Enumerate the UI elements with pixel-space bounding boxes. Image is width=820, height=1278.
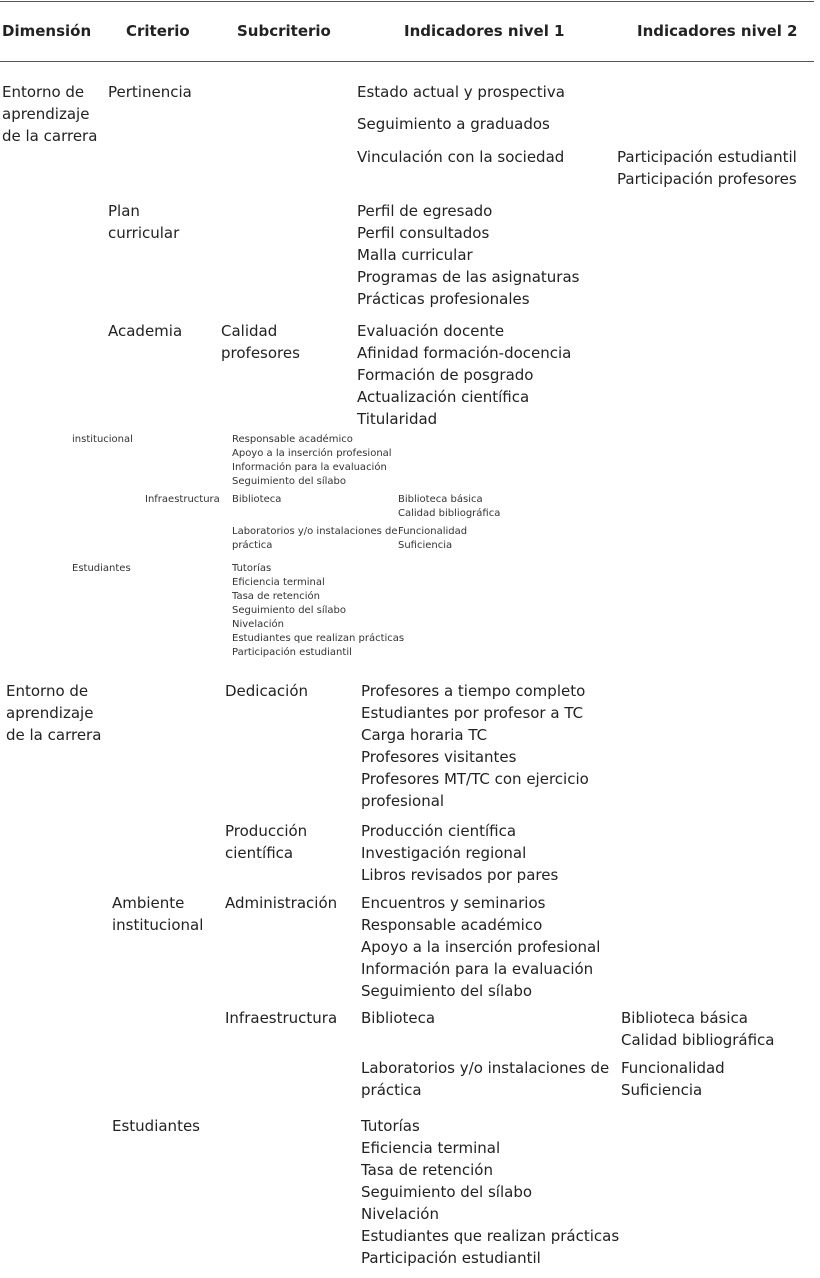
ind1-laboratorios: Laboratorios y/o instalaciones de práctica <box>361 1059 610 1099</box>
header-criterio: Criterio <box>126 22 190 40</box>
criterio-academia: Academia <box>108 322 183 340</box>
small-biblioteca: Biblioteca <box>232 494 282 505</box>
criterio-plan-curricular: Plan curricular <box>108 202 180 242</box>
small-biblio-ind2: Biblioteca básica Calidad bibliográfica <box>398 494 501 519</box>
small-infraestructura: Infraestructura <box>145 494 220 505</box>
ind1-academia: Evaluación docente Afinidad formación-docencia Formación de posgrado Actualización científica Titularidad <box>357 322 572 428</box>
ind1-seguimiento-graduados: Seguimiento a graduados <box>357 115 550 133</box>
ind2-laboratorios: Funcionalidad Suficiencia <box>621 1059 725 1099</box>
small-labs-ind2: Funcionalidad Suficiencia <box>398 526 468 551</box>
header-dimension: Dimensión <box>2 22 92 40</box>
small-estudiantes: Estudiantes <box>72 563 131 574</box>
small-institucional: institucional <box>72 434 133 445</box>
ind1-produccion: Producción científica Investigación regional Libros revisados por pares <box>361 822 559 884</box>
header-indicadores-nivel-1: Indicadores nivel 1 <box>404 22 565 40</box>
ind1-estudiantes: Tutorías Eficiencia terminal Tasa de retención Seguimiento del sílabo Nivelación Estudiantes que realizan prácticas Participación estudiantil <box>361 1117 620 1267</box>
dimension-cell-2: Entorno de aprendizaje de la carrera <box>6 682 102 744</box>
small-admin-ind1: Responsable académico Apoyo a la inserción profesional Información para la evaluación Seguimiento del sílabo <box>232 434 392 487</box>
criterio-ambiente-institucional: Ambiente institucional <box>112 894 204 934</box>
header-subcriterio: Subcriterio <box>237 22 331 40</box>
sub-calidad-profesores: Calidad profesores <box>221 322 300 362</box>
ind1-plan-curricular: Perfil de egresado Perfil consultados Malla curricular Programas de las asignaturas Prácticas profesionales <box>357 202 580 308</box>
ind1-administracion: Encuentros y seminarios Responsable académico Apoyo a la inserción profesional Información para la evaluación Seguimiento del sílabo <box>361 894 601 1000</box>
ind2-biblioteca: Biblioteca básica Calidad bibliográfica <box>621 1009 775 1049</box>
ind1-estado-actual: Estado actual y prospectiva <box>357 83 565 101</box>
criterio-estudiantes: Estudiantes <box>112 1117 200 1135</box>
header-rule <box>0 61 814 62</box>
sub-administracion: Administración <box>225 894 338 912</box>
header-indicadores-nivel-2: Indicadores nivel 2 <box>637 22 798 40</box>
sub-produccion-cientifica: Producción científica <box>225 822 308 862</box>
small-labs: Laboratorios y/o instalaciones de práctica <box>232 526 398 551</box>
small-est-ind1: Tutorías Eficiencia terminal Tasa de retención Seguimiento del sílabo Nivelación Estudiantes que realizan prácticas Participación estudiantil <box>232 563 405 658</box>
top-rule <box>0 1 814 2</box>
criterio-pertinencia: Pertinencia <box>108 83 192 101</box>
ind2-pertinencia: Participación estudiantil Participación profesores <box>617 148 797 188</box>
ind1-dedicacion: Profesores a tiempo completo Estudiantes por profesor a TC Carga horaria TC Profesores visitantes Profesores MT/TC con ejercicio profesional <box>361 682 589 810</box>
sub-dedicacion: Dedicación <box>225 682 309 700</box>
dimension-cell: Entorno de aprendizaje de la carrera <box>2 83 98 145</box>
sub-infraestructura: Infraestructura <box>225 1009 338 1027</box>
ind1-biblioteca: Biblioteca <box>361 1009 436 1027</box>
ind1-vinculacion: Vinculación con la sociedad <box>357 148 565 166</box>
